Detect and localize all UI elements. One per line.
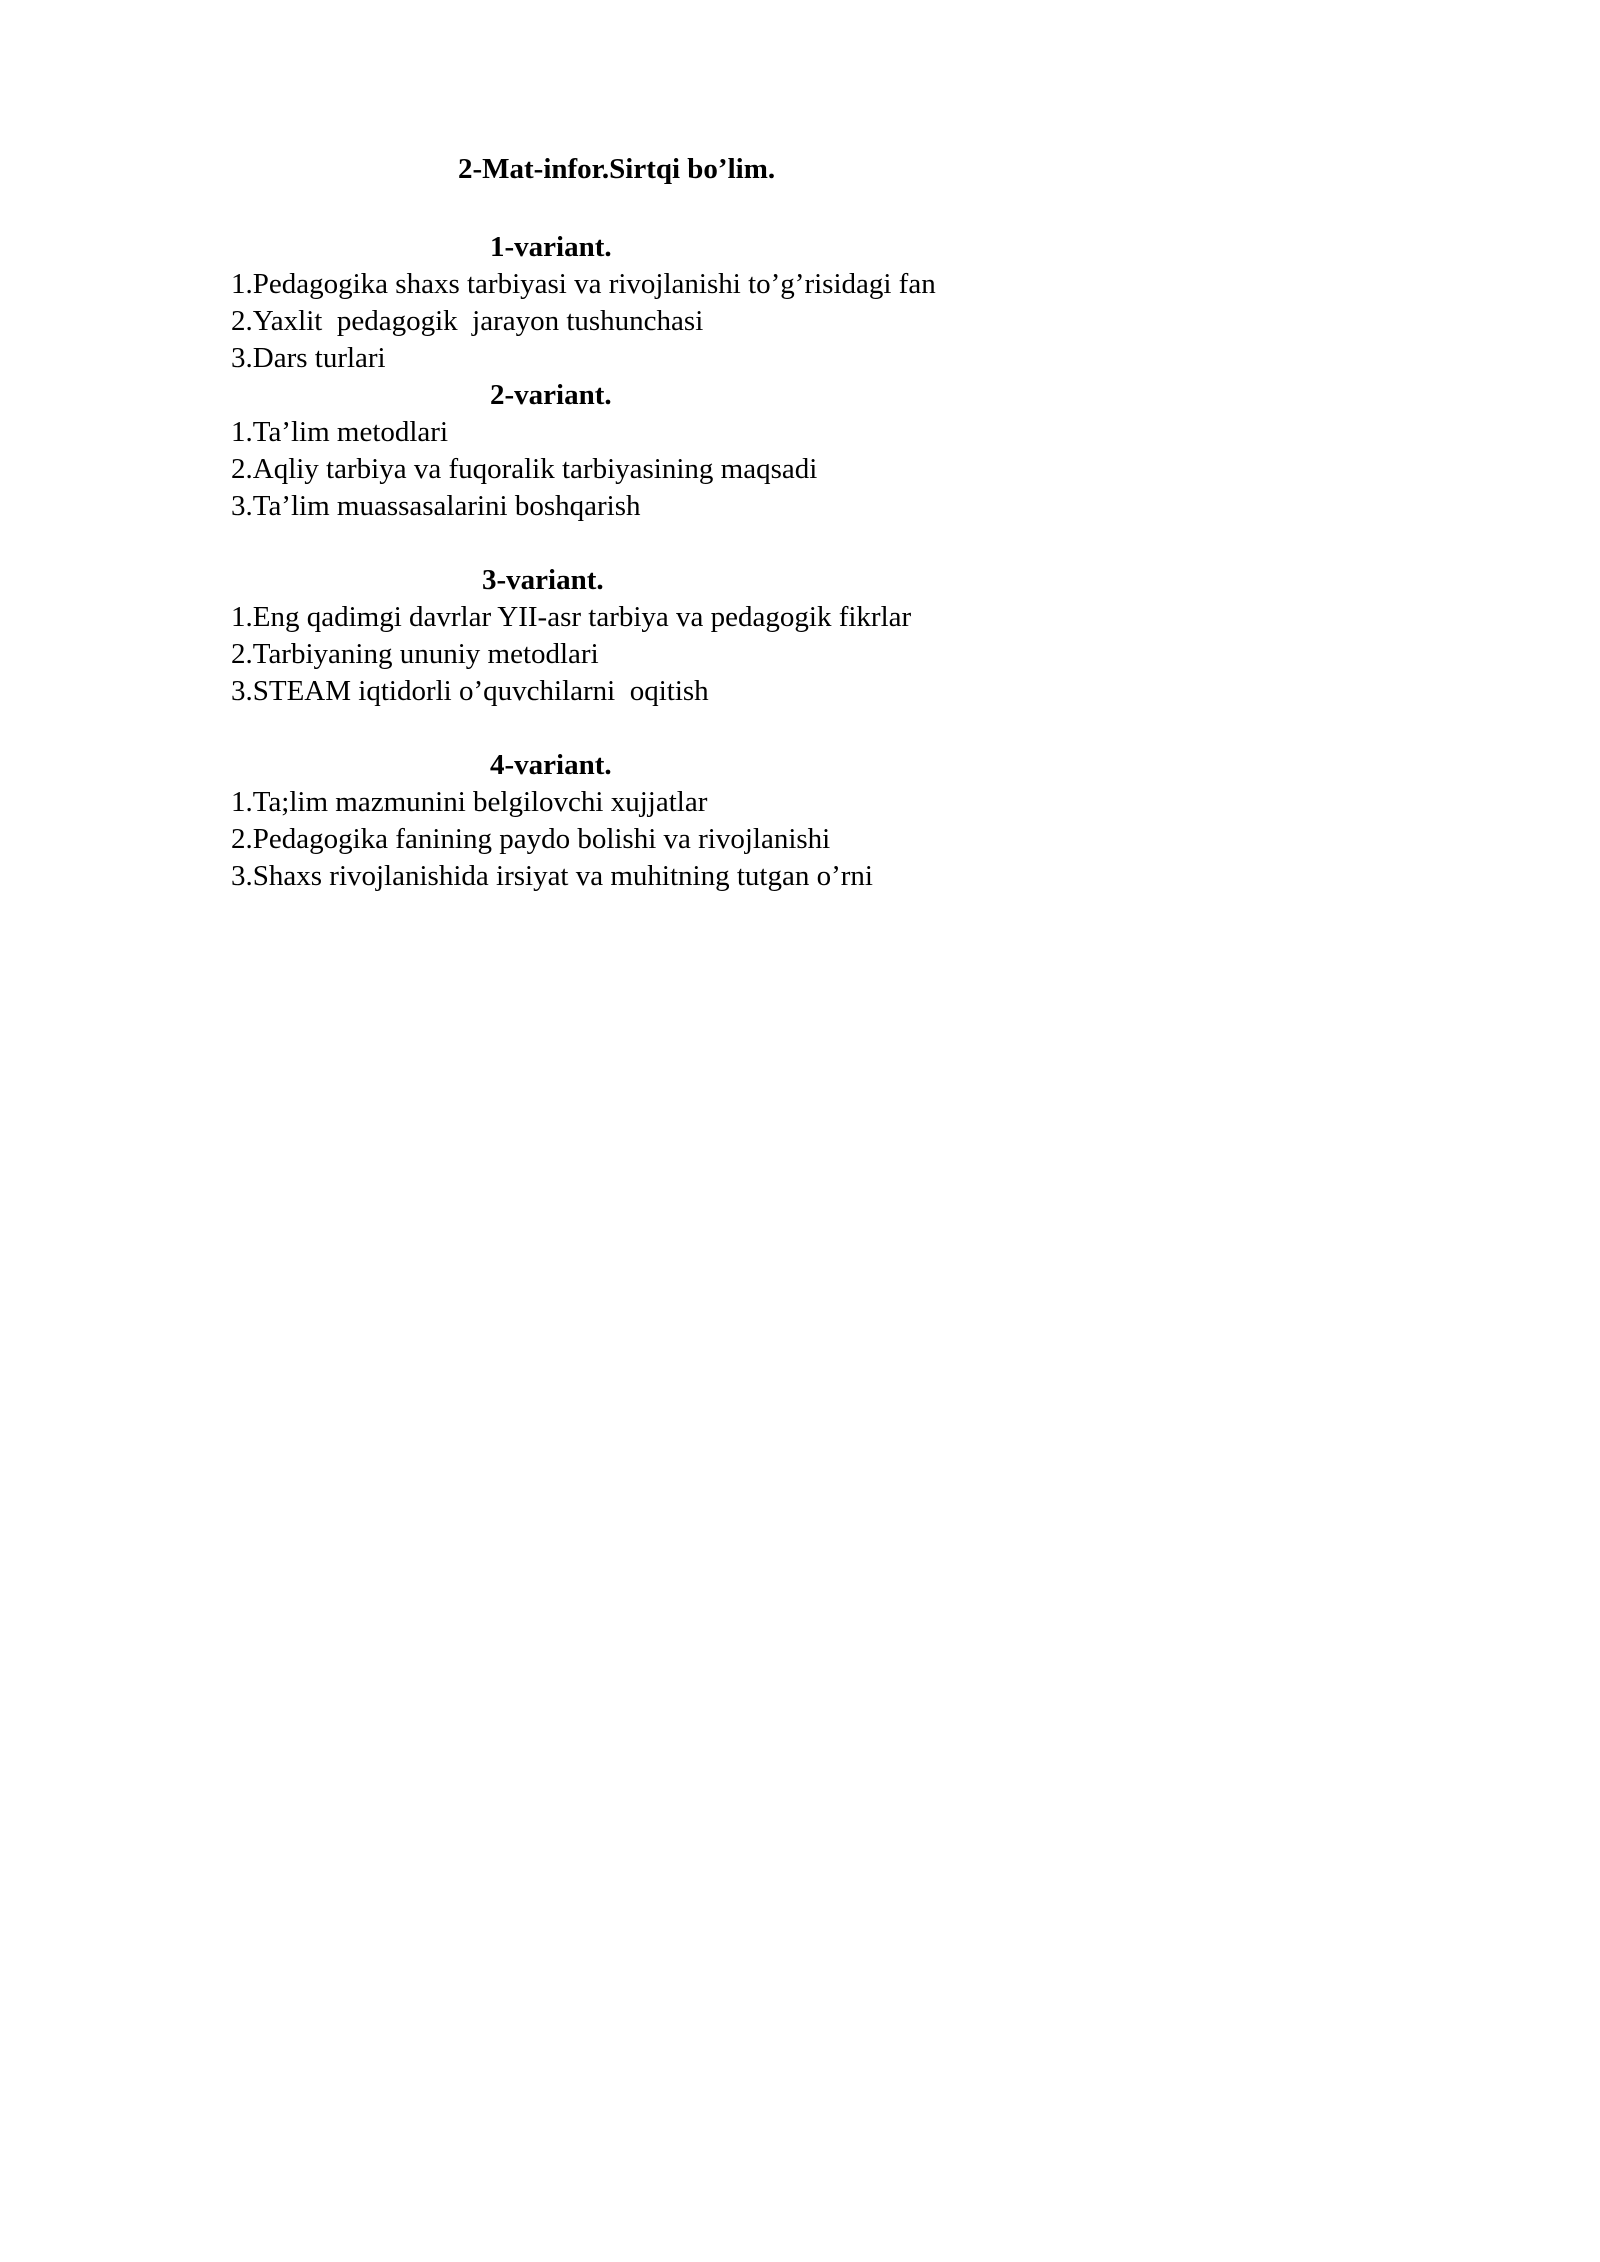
variant-2-item-2: 2.Aqliy tarbiya va fuqoralik tarbiyasining maqsadi [231, 453, 818, 485]
variant-3-item-1: 1.Eng qadimgi davrlar YII-asr tarbiya va pedagogik fikrlar [231, 601, 912, 633]
variant-4-item-2: 2.Pedagogika fanining paydo bolishi va rivojlanishi [231, 823, 831, 855]
variant-1-heading: 1-variant. [490, 231, 612, 263]
variant-4-item-3: 3.Shaxs rivojlanishida irsiyat va muhitning tutgan o’rni [231, 860, 873, 892]
variant-2-item-1: 1.Ta’lim metodlari [231, 416, 449, 448]
variant-2-item-3: 3.Ta’lim muassasalarini boshqarish [231, 490, 641, 522]
variant-3-item-3: 3.STEAM iqtidorli o’quvchilarni oqitish [231, 675, 709, 707]
variant-2-heading: 2-variant. [490, 379, 612, 411]
variant-4-item-1: 1.Ta;lim mazmunini belgilovchi xujjatlar [231, 786, 708, 818]
variant-3-heading: 3-variant. [482, 564, 604, 596]
variant-1-item-2: 2.Yaxlit pedagogik jarayon tushunchasi [231, 305, 704, 337]
variant-3-item-2: 2.Tarbiyaning ununiy metodlari [231, 638, 599, 670]
variant-1-item-1: 1.Pedagogika shaxs tarbiyasi va rivojlanishi to’g’risidagi fan [231, 268, 936, 300]
document-title: 2-Mat-infor.Sirtqi bo’lim. [458, 153, 776, 185]
variant-1-item-3: 3.Dars turlari [231, 342, 386, 374]
variant-4-heading: 4-variant. [490, 749, 612, 781]
